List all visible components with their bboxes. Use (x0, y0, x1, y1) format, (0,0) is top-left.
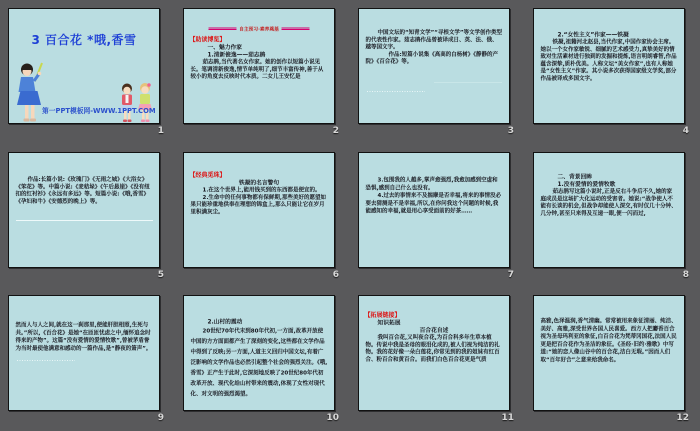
slide-subheading: 1.没有爱情的爱情牧歌 (557, 180, 616, 188)
slide-cell-12 (525, 287, 700, 431)
banner-decoration-bar (281, 27, 309, 30)
section-tag: 【助读博览】 (189, 36, 226, 43)
quote-item: 2.生命中的任何事物都有保鲜期,那些美好的愿望如果只能珍重地供奉在理想的锦盒上,那么只能让它在岁月里积满灰尘。 (190, 193, 327, 215)
divider-dotted-line (17, 360, 75, 361)
slide-number: 10 (326, 413, 339, 424)
slide-paragraph: 作品:长篇小说:《玫瑰门》《无雨之城》《大浴女》《笨花》等。中篇小说:《麦秸垛》《午后悬崖》《没有纽扣的红衬衫》《永远有多远》等。短篇小说:《哦,香雪》《孕妇和牛》《安德烈的晚上》等。 (15, 175, 150, 204)
slide-6-content (184, 153, 334, 267)
banner-label: 自主预习·素养奠基 (239, 26, 279, 32)
children-illustration (115, 82, 157, 123)
slide-subtitle: 铁凝的名言警句 (238, 178, 280, 186)
slide-cell-9 (0, 287, 175, 431)
banner-decoration-bar (209, 27, 237, 30)
slide-number: 9 (157, 413, 164, 424)
slide-cell-8 (525, 144, 700, 288)
slide-7-content (359, 153, 509, 267)
slide-number: 5 (157, 269, 164, 280)
slide-12-content (534, 296, 684, 410)
slide-subheading: 1.清新俊逸——茹志鹃 (207, 51, 266, 58)
slide-thumbnail-9[interactable] (8, 295, 160, 411)
slide-cell-5 (0, 144, 175, 288)
slide-5-content (9, 153, 159, 267)
slide-subtitle: 百合花自述 (419, 326, 449, 334)
slide-paragraph: 然而人与人之间,就在这一刹那里,便能肝胆相照,生死与共。”所以,《百合花》是她“在匝匝忧虑之中,缅怀追念时得来的产物”。这篇“没有爱情的爱情牧歌”,曾被茅盾誉为当时最使他满意和感动的一篇作品,是“静夜的箫声”。 (15, 321, 152, 352)
slide-paragraph: 作品:短篇小说集《高高的白杨树》《静静的产院》《百合花》等。 (365, 50, 498, 65)
slide-cell-10 (175, 287, 350, 431)
slide-thumbnail-11[interactable] (358, 295, 510, 411)
slide-number: 12 (676, 413, 689, 424)
slide-paragraph: 20世纪70年代末到80年代初,一方面,改革开放使中国的方方面面都产生了深刻的变化,这些都在文学作品中得到了反映;另一方面,人道主义回归中国文坛,有着广泛影响的文学作品也必然引起整个社会的强烈关注。《哦,香雪》正产生于此时,它深刻地反映了20世纪80年代初改革开放、现代化给山村带来的震动,体现了女性对现代化、对文明的强烈渴望。 (190, 327, 328, 398)
slide-4-content (534, 9, 684, 123)
divider-dotted-line (367, 91, 425, 92)
slide-cell-1 (0, 0, 175, 144)
slide-heading: 2.山村的震动 (207, 318, 243, 326)
quote-item: 4.过去的事情来不及揣摩是否幸福,将来的事情没必要去猜测是不是幸福,所以,在你问我这个问题的时候,我能感知的幸福,就是用心享受面前的好茶…… (365, 191, 502, 214)
lesson-title: 3 百合花 *哦,香雪 (31, 33, 137, 47)
slide-cell-4 (525, 0, 700, 144)
slide-paragraph: 茹志鹃写这篇小说时,正是反右斗争后不久,她的家庭成员是这场扩大化运动的受害者。她说:“战争使人不能有长谈的机会,但战争却能使人深交,有时仅几十分钟、几分钟,甚至只来得及互递一眼,便一闪而过, (540, 187, 677, 216)
slide-heading: 二、背景回眸 (557, 172, 592, 180)
slide-thumbnail-7[interactable] (358, 152, 510, 268)
slide-heading: 知识拓展 (377, 319, 401, 327)
slide-thumbnail-6[interactable] (183, 152, 335, 268)
slide-thumbnail-4[interactable] (533, 8, 685, 124)
slide-thumbnail-2[interactable] (183, 8, 335, 124)
slide-cell-6 (175, 144, 350, 288)
slide-paragraph: 铁凝,祖籍河北赵县,当代作家,中国作家协会主席。她以一个女作家敏锐、细腻的艺术感受力,真挚美好的情致对生活素材进行独到的发掘和提炼,语言明朗睿智,作品蕴含深挚,质朴优美。人称文坛“美女作家”,也有人称她是“女性主义”作家。其小说多次获得国家级文学奖,部分作品被译成多国文字。 (540, 38, 677, 82)
section-banner (184, 25, 334, 32)
slide-paragraph: 我叫百合花,又叫夜合花,为百合科多年生草本植物。传说中我是圣母的眼泪化成的,被人们视为纯洁的礼物。我的花好像一朵白莲花,你常见到的我的姐妹有红百合、粉百合和黄百合。而我们白色百合花更是气质 (365, 334, 500, 363)
slide-heading: 一、魅力作家 (207, 43, 242, 51)
slide-number: 6 (332, 269, 339, 280)
slide-paragraph: 高雅,色泽温润,香气清幽。常常被用来象征清丽、纯洁、美好、高雅,深受世界各国人民喜爱。西方人把麝香百合视为圣母玛利亚的象征,白百合花为梵蒂冈国花,法国人民更是把百合花作为圣洁的象征。《圣经·旧约·雅歌》中写道:“她的恋人像山谷中的百合花,洁白无瑕。”因而人们取“百年好合”之意来给我命名。 (540, 317, 677, 364)
slide-thumbnail-3[interactable] (358, 8, 510, 124)
slide-cell-2 (175, 0, 350, 144)
slide-thumbnail-5[interactable] (8, 152, 160, 268)
slide-number: 3 (507, 126, 514, 136)
slide-1-content (9, 9, 159, 123)
slide-thumbnail-8[interactable] (533, 152, 685, 268)
slide-number: 11 (501, 413, 514, 424)
slide-number: 7 (507, 269, 514, 280)
watermark-text: 第一PPT模板网-WWW.1PPT.COM (42, 107, 156, 115)
slide-paragraph: 中国文坛的“知青文学”“寻根文学”等文学创作类型的代表性作家。茹志鹃作品曾被译成日、英、法、俄、越等国文字。 (365, 29, 502, 50)
slide-cell-7 (350, 144, 525, 288)
slide-10-content (184, 296, 334, 410)
slide-8-content (534, 153, 684, 267)
slide-number: 4 (682, 126, 689, 136)
slide-2-content (184, 9, 334, 123)
slide-number: 8 (682, 269, 689, 280)
slide-heading: 2.“女性主义”作家——铁凝 (557, 31, 629, 38)
quote-item: 3.包围我的人越多,掌声愈强烈,我愈加感到空虚和恐惧,感到自己什么也没有。 (365, 176, 498, 191)
divider-line (16, 220, 153, 221)
slide-3-content (359, 9, 509, 123)
slide-thumbnail-12[interactable] (533, 295, 685, 411)
slide-number: 2 (332, 126, 339, 136)
divider-line (434, 82, 502, 83)
slide-thumbnail-10[interactable] (183, 295, 335, 411)
slide-thumbnail-1[interactable] (8, 8, 160, 124)
quote-item: 1.在这个世界上,能用钱买到的东西都是便宜的。 (202, 186, 321, 193)
section-tag: 【拓展链接】 (364, 311, 401, 319)
slide-9-content (9, 296, 159, 410)
slide-cell-11 (350, 287, 525, 431)
slide-11-content (359, 296, 509, 410)
section-tag: 【经典觅珠】 (189, 171, 226, 179)
slide-paragraph: 茹志鹃,当代著名女作家。她的创作以短篇小说见长。笔调清新俊逸,情节单纯明了,细节丰富传神,善于从较小的角度去反映时代本质。二女儿王安忆是 (190, 58, 324, 80)
slide-cell-3 (350, 0, 525, 144)
slide-number: 1 (157, 126, 164, 136)
